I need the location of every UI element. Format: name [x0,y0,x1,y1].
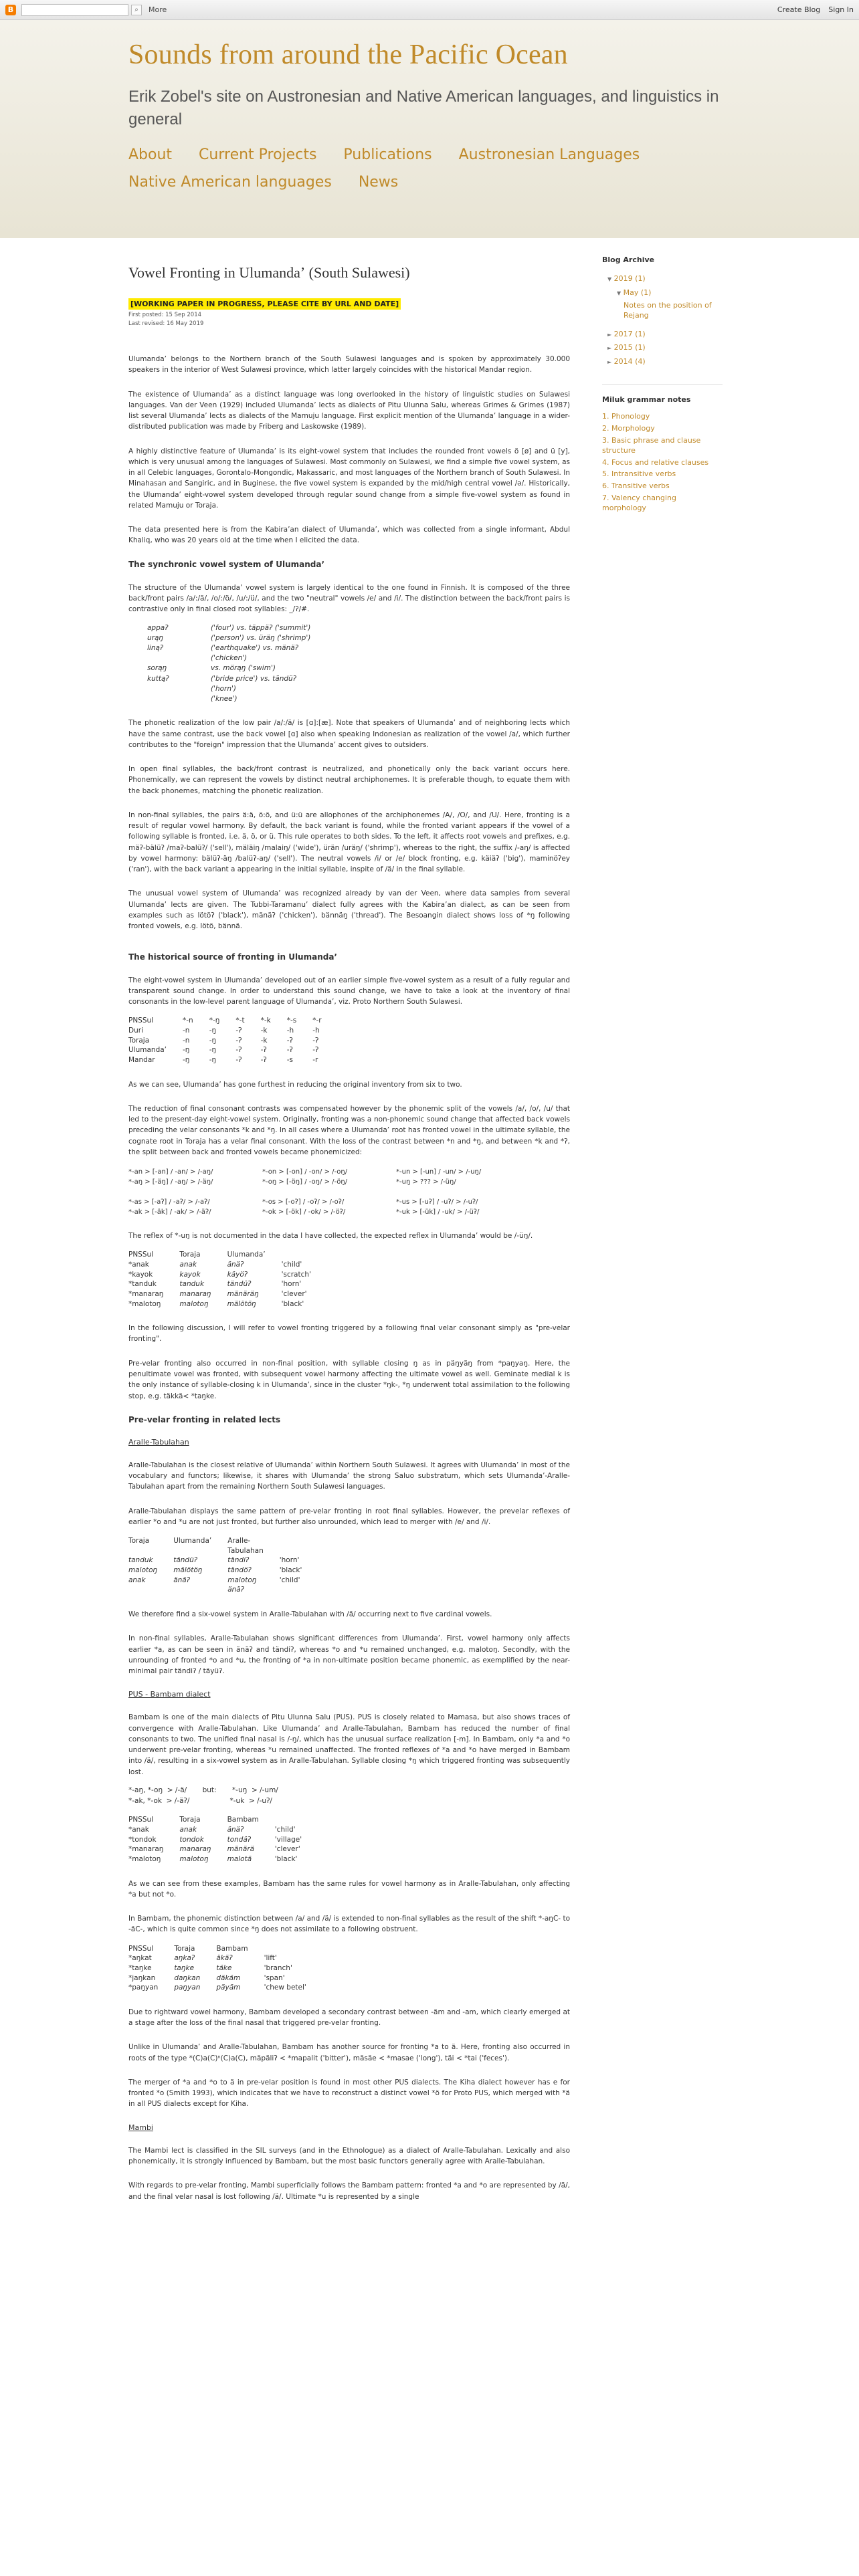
paragraph: The data presented here is from the Kabiraʼan dialect of Ulumandaʼ, which was collected from a single informant, Abdul Khaliq, who was 20 years old at the time when I elicited the data. [128,526,570,545]
paragraph: Pre-velar fronting also occurred in non-final position, with syllable closing ŋ as in päŋyäŋ from *paŋyaŋ. Here, the penultimate vowel was fronted, with subsequent vowel harmony affecting the ultimate vowel as well. Geminate medial k is the only instance of syllable-closing k in Ulumandaʼ, since in the cluster *ŋk-, *ŋ underwent total assimilation to the following stop, e.g. täkkä< *taŋke. [128,1359,570,1400]
tab-publications[interactable]: Publications [343,146,432,164]
subsection-heading: PUS - Bambam dialect [128,1690,211,1699]
table-row: *tondok tondok tondäʔ 'village' [128,1835,302,1844]
paragraph: The structure of the Ulumandaʼ vowel system is largely identical to the one found in Finnish. It is composed of the three back/front pairs /a/:/ä/, /o/:/ö/, /u/:/ü/, and the two "neutral" vowels /e/ and /i/. The distinction between the back/front pairs is contrastive only in final closed root syllables: _/ʔ/#. [128,583,570,614]
post-body [128,264,570,2202]
paragraph: Bambam is one of the main dialects of Pitu Ulunna Salu (PUS). PUS is closely related to Mamasa, but also shows traces of convergence with Aralle-Tabulahan. Like Ulumandaʼ and Aralle-Tabulahan, Bambam has reduced the number of final consonants to two. The unified final nasal is /-ŋ/, which has the unusual surface realization [-m]. In Bambam, only *a and *o underwent pre-velar fronting, whereas *u remained unaffected. The fronted reflexes of *a and *o have merged in Bambam into /ä/, resulting in a six-vowel system as in Aralle-Tabulahan. Syllable closing *ŋ which triggered fronting was subsequently lost. [128,1713,570,1776]
table-row: *anak anak änäʔ 'child' [128,1261,302,1269]
table-row: *tanduk tanduk tändüʔ 'horn' [128,1280,302,1289]
tab-about[interactable]: About [128,146,173,164]
table-row: PNSSul *-n *-ŋ *-t *-k *-s *-r [128,1016,322,1025]
section-heading: The synchronic vowel system of Ulumandaʼ [128,559,324,569]
paragraph: A highly distinctive feature of Ulumandaʼ is its eight-vowel system that includes the rounded front vowels ö [ø] and ü [y], which is very unusual among the languages of Sulawesi. Most commonly on Sulawesi, we find a simple five vowel system, as in all Celebic languages, Gorontalo-Mongondic, Makassaric, and most languages of the Northern branch of South Sulawesi. In Minahasan and Sangiric, and in Buginese, the five vowel system is expanded by the mid/high central vowel /ə/. Historically, the Ulumandaʼ eight-vowel system developed through regular sound change from a simple five-vowel system as found in related Mamuju or Toraja. [128,447,570,510]
sound-change-grid: *-an > [-an] / -an/ > /-aŋ/ *-on > [-on] / -on/ > /-oŋ/ *-un > [-un] / -un/ > /-uŋ/ *-aŋ > [-äŋ] / -aŋ/ > /-äŋ/ *-oŋ > [-öŋ] / -oŋ/ > /-öŋ/ *-uŋ > ??? > /-üŋ/ *-as > [-aʔ] / -aʔ/ > /-aʔ/ *-os > [-oʔ] / -oʔ/ > /-oʔ/ *-us > [-uʔ] / -uʔ/ > /-uʔ/ *-ak > [-äk] / -ak/ > /-äʔ/ *-ok > [-ök] / -ok/ > /-öʔ/ *-uk > [-ük] / -uk/ > /-üʔ/ [128,1168,482,1216]
paragraph: In non-final syllables, the pairs ä:ä, ö:ö, and ü:ü are allophones of the archiphonemes /A/, /O/, and /U/. Here, fronting is a result of regular vowel harmony. By default, the back variant is found, while the fronted variant appears if the vowel of a following syllable is fronted, i.e. ä, ö, or ü. This rule operates to both sides. To the left, it affects root vowels and prefixes, e.g. mäʔ-bälüʔ /maʔ-balüʔ/ ('sell'), mäläiŋ /malaiŋ/ ('wide'), ürän /uräŋ/ ('shrimp'), whereas to the right, the suffix /-aŋ/ is affected by vowel harmony: bälüʔ-äŋ /balüʔ-aŋ/ ('sell'). The neutral vowels /i/ or /e/ block fronting, e.g. käiäʔ ('big'), maminöʔey ('ran'), with the back variant a appearing in the initial syllable, inspite of /ä/ in the final syllable. [128,811,570,874]
table-row: Toraja -n -ŋ -ʔ -k -ʔ -ʔ [128,1036,319,1045]
table-row: *manaraŋ manaraŋ mänärä 'clever' [128,1845,300,1854]
working-paper-banner: [WORKING PAPER IN PROGRESS, PLEASE CITE BY URL AND DATE] [128,298,401,310]
table-row: *aŋkat aŋkaʔ äkäʔ 'lift' [128,1954,277,1963]
table-row: anak änäʔ malotoŋ 'child' [128,1576,300,1584]
table-row: malotoŋ mälötöŋ tändöʔ 'black' [128,1566,302,1575]
minimal-pair-row: ('knee') [211,695,237,704]
bambam-rules: *-aŋ, *-oŋ > /-ä/ but: *-uŋ > /-um/ *-ak, *-ok > /-äʔ/ *-uk > /-uʔ/ [128,1786,278,1805]
paragraph: The Mambi lect is classified in the SIL surveys (and in the Ethnologue) as a dialect of Aralle-Tabulahan. Lexically and also phonemically, it is strongly influenced by Bambam, but the most basic functors generally agree with Aralle-Tabulahan. [128,2146,570,2165]
paragraph: In the following discussion, I will refer to vowel fronting triggered by a following final velar consonant simply as "pre-velar fronting". [128,1324,570,1344]
tab-native-american-languages[interactable]: Native American languages [128,174,332,191]
paragraph: Due to rightward vowel harmony, Bambam developed a secondary contrast between -äm and -am, which clearly emerged at a stage after the loss of the final nasal that triggered pre-velar fronting. [128,2008,570,2028]
bambam-table [128,1816,318,1864]
triangle-right-icon[interactable]: ► [607,331,612,338]
grammar-link[interactable]: 2. Morphology [602,424,655,433]
paragraph: In non-final syllables, Aralle-Tabulahan shows significant differences from Ulumandaʼ. First, vowel harmony only affects earlier *a, as can be seen in änäʔ and tändiʔ, whereas *o and *u remained unchanged, e.g. malotoŋ. Secondly, with the unrounding of fronted *o and *u, the fronting of *a in non-ultimate position became phonemic, as exemplified by the near-minimal pair tändiʔ / täyüʔ. [128,1634,570,1676]
table-row: *kayok kayok käyöʔ 'scratch' [128,1270,311,1279]
paragraph: Ulumandaʼ belongs to the Northern branch of the South Sulawesi languages and is spoken by approximately 30.000 speakers in the interior of West Sulawesi province, which latter largely coincides with the historical Mandar region. [128,355,570,374]
bambam-cluster-table [128,1945,322,1994]
archive-year-2019[interactable]: 2019 (1) [613,274,646,283]
paragraph: The unusual vowel system of Ulumandaʼ was recognized already by van der Veen, where data samples from several Ulumandaʼ lects are given. The Tubbi-Taramanuʼ dialect fully agrees with the Kabiraʼan dialect, as can be seen from examples such as lötöʔ ('black'), mänäʔ ('chicken'), bännäŋ ('thread'). The Besoangin dialect shows loss of *ŋ following fronted vowels, e.g. lötö, bännä. [128,889,570,931]
paragraph: The reduction of final consonant contrasts was compensated however by the phonemic split of the vowels /a/, /o/, /u/ that led to the present-day eight-vowel system. Originally, fronting was a non-phonemic sound change that affected back vowels preceding the velar consonants *k and *ŋ. In all cases where a Ulumandaʼ root has fronted vowel in the ultimate syllable, the cognate root in Toraja has a velar final consonant. With the loss of the contrast between *n and *ŋ, and between *k and *ʔ, the split between back and fronted vowels became phonemicized: [128,1104,570,1156]
section-heading: Pre-velar fronting in related lects [128,1414,281,1424]
paragraph: The existence of Ulumandaʼ as a distinct language was long overlooked in the history of linguistic studies on Sulawesi languages. Van der Veen (1929) included Ulumandaʼ lects as dialects of Pitu Ulunna Salu, whereas Grimes & Grimes (1987) list several Ulumandaʼ lects as dialects of the Mamuju language. First explicit mention of the Ulumandaʼ language in a wider-distributed publication was made by Friberg and Laskowske (1989). [128,390,570,431]
site-title[interactable]: Sounds from around the Pacific Ocean [128,39,568,70]
archive-post-link[interactable]: Notes on the position of Rejang [624,300,712,320]
table-row: Toraja Ulumandaʼ Aralle- [128,1537,251,1545]
page-tabs [128,146,731,201]
grammar-link[interactable]: 1. Phonology [602,412,650,421]
minimal-pair-row: linąʔ ('earthquake') vs. mänäʔ ('chicken') [147,643,299,663]
minimal-pair-row: urąŋ ('person') vs. üräŋ ('shrimp') [147,633,311,642]
search-icon[interactable]: ⌕ [131,5,142,15]
subsection-heading: Aralle-Tabulahan [128,1437,189,1446]
sidebar [602,255,723,516]
paragraph: The reflex of *-uŋ is not documented in the data I have collected, the expected reflex in Ulumandaʼ would be /-üŋ/. [128,1232,533,1241]
triangle-right-icon[interactable]: ► [607,345,612,352]
minimal-pairs [147,623,570,705]
archive-year-2017[interactable]: 2017 (1) [613,329,646,338]
table-row: *anak anak änäʔ 'child' [128,1826,296,1834]
paragraph: The merger of *a and *o to ä in pre-velar position is found in most other PUS dialects. The Kiha dialect however has e for fronted *o (Smith 1993), which indicates that we have to reconstruct a distinct vowel *ö for Proto PUS, which merged with *ä in all PUS dialects except for Kiha. [128,2078,570,2109]
aralle-table [128,1537,318,1596]
navbar-search-input[interactable] [21,4,128,16]
grammar-link[interactable]: 5. Intransitive verbs [602,469,676,479]
table-row: Ulumandaʼ -ŋ -ŋ -ʔ -ʔ -ʔ -ʔ [128,1046,319,1055]
paragraph: As we can see, Ulumandaʼ has gone furthest in reducing the original inventory from six to two. [128,1080,462,1089]
blogger-navbar [0,0,859,20]
paragraph: Aralle-Tabulahan displays the same pattern of pre-velar fronting in root final syllables. However, the prevelar reflexes of earlier *o and *u are not just fronted, but further also unrounded, which lead to merger with /e/ and /i/. [128,1507,570,1526]
paragraph: In Bambam, the phonemic distinction between /a/ and /ä/ is extended to non-final syllables as the result of the shift *-aŋC- to -äC-, which is quite common since *ŋ does not assimilate to a following obstruent. [128,1915,570,1934]
tab-austronesian-languages[interactable]: Austronesian Languages [458,146,640,164]
blog-archive-title: Blog Archive [602,255,655,264]
paragraph: We therefore find a six-vowel system in Aralle-Tabulahan with /ä/ occurring next to five cardinal vowels. [128,1610,492,1618]
minimal-pair-row: sorąŋ vs. mörąŋ ('swim') [147,664,276,673]
grammar-notes-list [602,412,723,514]
table-row: *malotoŋ malotoŋ mälötöŋ 'black' [128,1299,304,1308]
archive-year-2014[interactable]: 2014 (4) [613,357,646,366]
last-revised: Last revised: 16 May 2019 [128,320,204,327]
table-row: PNSSul Toraja Bambam [128,1944,248,1953]
table-row: Mandar -ŋ -ŋ -ʔ -ʔ -s -r [128,1055,318,1064]
post-title: Vowel Fronting in Ulumandaʼ (South Sulawesi) [128,264,410,281]
table-row: tanduk tändüʔ tändiʔ 'horn' [128,1556,300,1565]
paragraph: In open final syllables, the back/front contrast is neutralized, and phonetically only the back variant occurs here. Phonemically, we can represent the vowels by distinct neutral archiphonemes. It is preferable though, to equate them with the back phonemes, matching the phonetic realization. [128,765,570,795]
grammar-link[interactable]: 6. Transitive verbs [602,481,670,491]
paragraph: The phonetic realization of the low pair /a/:/ä/ is [ɑ]:[æ]. Note that speakers of Ulumandaʼ and of neighboring lects which have the same contrast, use the back vowel [ɑ] also when speaking Indonesian as realization of the vowel /a/, which further contributes to the "foreign" impression that the Ulumandaʼ accent gives to outsiders. [128,719,570,749]
paragraph: With regards to pre-velar fronting, Mambi superficially follows the Bambam pattern: fronted *a and *o are represented by /ä/, and the final velar nasal is lost following /ä/. Ultimate *u is represented by a single [128,2181,570,2201]
blog-archive [602,272,723,369]
archive-year-2015[interactable]: 2015 (1) [613,343,646,352]
blogger-logo-icon[interactable]: B [5,5,16,15]
paragraph: As we can see from these examples, Bambam has the same rules for vowel harmony as in Aralle-Tabulahan, only affecting *a but not *o. [128,1879,570,1899]
table-row: *paŋyan paŋyan päyäm 'chew betel' [128,1983,306,1992]
archive-month-may[interactable]: May (1) [623,288,652,297]
table-row: Tabulahan [227,1546,264,1555]
table-row: *taŋke taŋke täke 'branch' [128,1963,292,1972]
table-row: *malotoŋ malotoŋ malotä 'black' [128,1854,298,1863]
site-description: Erik Zobel's site on Austronesian and Native American languages, and linguistics in general [128,88,719,128]
paragraph: Unlike in Ulumandaʼ and Aralle-Tabulahan, Bambam has another source for fronting *a to ä. Here, fronting also occurred in roots of the type *(C)a(C)ⁿ(C)a(C), mäpäliʔ < *mapalit ('bitter'), mäsäe < *masae ('long'), täi < *tai ('feces'). [128,2043,570,2062]
table-row: änäʔ [227,1586,245,1594]
tab-current-projects[interactable]: Current Projects [199,146,317,164]
table-row: *jaŋkan daŋkan däkäm 'span' [128,1973,285,1982]
grammar-link[interactable]: 4. Focus and relative clauses [602,457,709,467]
grammar-link[interactable]: 7. Valency changing morphology [602,494,676,512]
triangle-down-icon[interactable]: ▼ [617,290,622,296]
table-row: PNSSul Toraja Bambam [128,1816,259,1824]
minimal-pair-row: appaʔ ('four') vs. täppäʔ ('summit') [147,623,311,632]
table-row: *manaraŋ manaraŋ mänäräŋ 'clever' [128,1289,307,1298]
create-blog-link[interactable]: Create Blog [777,5,821,14]
paragraph: The eight-vowel system in Ulumandaʼ developed out of an earlier simple five-vowel system as a result of a fully regular and transparent sound change. In order to understand this sound change, we have to take a look at the inventory of final consonants in the low-level parent language of Ulumandaʼ, viz. Proto Northern South Sulawesi. [128,976,570,1006]
site-header [0,20,859,238]
triangle-down-icon[interactable]: ▼ [607,276,612,282]
triangle-right-icon[interactable]: ► [607,359,612,366]
fronting-table [128,1251,327,1309]
minimal-pair-row: kuttąʔ ('bride price') vs. tändüʔ ('horn') [147,674,297,693]
grammar-notes-title: Miluk grammar notes [602,395,691,405]
section-heading: The historical source of fronting in Ulumandaʼ [128,952,337,962]
divider [602,384,723,385]
table-row: PNSSul Toraja Ulumandaʼ [128,1251,266,1259]
grammar-link[interactable]: 3. Basic phrase and clause structure [602,435,701,455]
table-row: Duri -n -ŋ -ʔ -k -h -h [128,1026,320,1035]
consonant-table [128,1016,338,1065]
subsection-heading: Mambi [128,2123,153,2132]
first-posted: First posted: 15 Sep 2014 [128,312,202,318]
paragraph: Aralle-Tabulahan is the closest relative of Ulumandaʼ within Northern South Sulawesi. It agrees with Ulumandaʼ in most of the vocabulary and functors; likewise, it shares with Ulumandaʼ the strong Saluo substratum, which sets Ulumandaʼ-Aralle-Tabulahan apart from the remaining Northern South Sulawesi languages. [128,1461,570,1491]
sign-in-link[interactable]: Sign In [828,5,854,14]
navbar-more-menu[interactable]: More [149,5,167,14]
tab-news[interactable]: News [358,174,399,191]
